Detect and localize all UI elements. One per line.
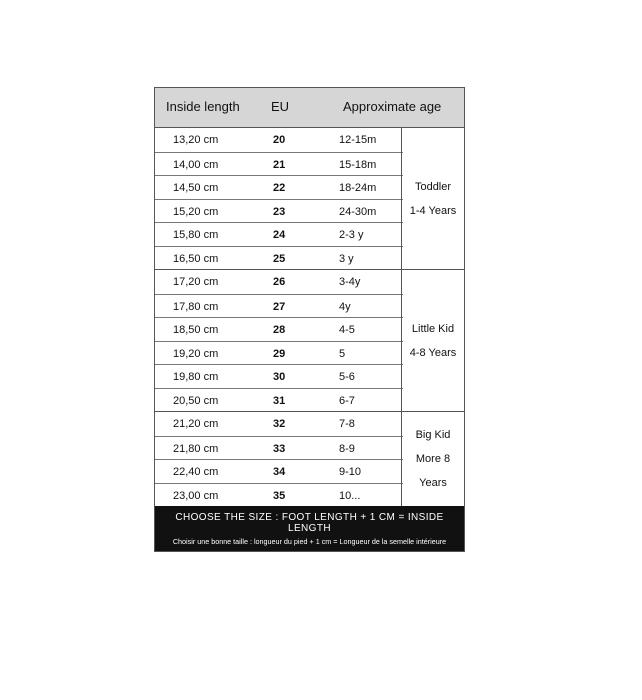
eu-size-cell: 32 — [273, 418, 286, 430]
age-group-label-line: Little Kid — [411, 322, 455, 335]
inside-length-cell: 22,40 cm — [173, 466, 219, 478]
table-row — [155, 412, 403, 436]
inside-length-cell: 14,50 cm — [173, 182, 219, 194]
eu-size-cell: 27 — [273, 300, 286, 313]
table-row — [155, 199, 403, 223]
table-row — [155, 270, 403, 294]
age-cell-value: 12-15m — [339, 134, 377, 146]
age-group-label-line: More 8 — [415, 453, 451, 465]
age-cell-value: 4-5 — [339, 324, 355, 336]
age-cell-value: 7-8 — [339, 418, 355, 430]
table-row — [155, 364, 403, 388]
inside-length-cell: 13,20 cm — [173, 134, 219, 146]
eu-size-cell: 31 — [273, 394, 286, 407]
eu-size-cell: 23 — [273, 205, 286, 218]
inside-length-cell: 18,50 cm — [173, 324, 219, 336]
age-cell-value: 2-3 y — [339, 229, 364, 241]
header-inside-length: Inside length — [166, 99, 240, 114]
eu-size-cell: 34 — [273, 466, 286, 478]
age-cell-value: 3-4y — [339, 276, 361, 288]
inside-length-cell: 17,80 cm — [173, 300, 219, 313]
inside-length-cell: 16,50 cm — [173, 252, 219, 265]
age-group-label — [401, 128, 464, 269]
table-row — [155, 128, 403, 152]
table-row — [155, 341, 403, 365]
header-approximate-age: Approximate age — [343, 99, 442, 114]
inside-length-cell: 21,20 cm — [173, 418, 219, 430]
table-row — [155, 222, 403, 246]
table-row — [155, 152, 403, 176]
table-row — [155, 459, 403, 483]
table-body — [155, 128, 464, 506]
table-row — [155, 246, 403, 270]
table-row — [155, 175, 403, 199]
eu-size-cell: 35 — [273, 489, 286, 502]
inside-length-cell: 20,50 cm — [173, 394, 219, 407]
table-row — [155, 317, 403, 341]
inside-length-cell: 23,00 cm — [173, 489, 219, 502]
age-cell-value: 8-9 — [339, 442, 355, 455]
eu-size-cell: 26 — [273, 276, 286, 288]
age-cell-value: 10... — [339, 489, 361, 502]
inside-length-cell: 19,80 cm — [173, 371, 219, 383]
eu-size-cell: 29 — [273, 347, 286, 360]
eu-size-cell: 33 — [273, 442, 286, 455]
inside-length-cell: 14,00 cm — [173, 158, 219, 171]
instruction-english: CHOOSE THE SIZE : FOOT LENGTH + 1 CM = INSIDE LENGTH — [175, 512, 444, 534]
table-row — [155, 294, 403, 318]
table-row — [155, 388, 403, 412]
age-cell-value: 5 — [339, 347, 346, 360]
age-group-label — [401, 270, 464, 411]
size-instructions — [155, 506, 464, 551]
age-group-label-line: 1-4 Years — [409, 204, 457, 217]
inside-length-cell: 19,20 cm — [173, 347, 219, 360]
inside-length-cell: 17,20 cm — [173, 276, 219, 288]
size-chart — [154, 87, 465, 552]
eu-size-cell: 24 — [273, 229, 286, 241]
inside-length-cell: 15,20 cm — [173, 205, 219, 218]
age-group — [155, 412, 464, 506]
age-group-label-line: 4-8 Years — [409, 346, 457, 359]
age-cell-value: 3 y — [339, 252, 354, 265]
age-cell-value: 4y — [339, 300, 351, 313]
table-header — [155, 88, 464, 128]
age-group — [155, 128, 464, 270]
age-cell-value: 5-6 — [339, 371, 355, 383]
age-cell-value: 18-24m — [339, 182, 377, 194]
inside-length-cell: 15,80 cm — [173, 229, 219, 241]
age-group — [155, 270, 464, 412]
inside-length-cell: 21,80 cm — [173, 442, 219, 455]
eu-size-cell: 20 — [273, 134, 286, 146]
table-row — [155, 483, 403, 507]
instruction-french: Choisir une bonne taille : longueur du pied + 1 cm = Longueur de la semelle intérieure — [172, 537, 447, 546]
header-eu: EU — [271, 99, 290, 114]
age-group-label-line: Years — [419, 477, 447, 489]
eu-size-cell: 22 — [273, 182, 286, 194]
age-cell-value: 6-7 — [339, 394, 355, 407]
age-group-label-line: Big Kid — [415, 429, 451, 441]
table-row — [155, 436, 403, 460]
age-cell-value: 15-18m — [339, 158, 377, 171]
age-cell-value: 24-30m — [339, 205, 377, 218]
eu-size-cell: 25 — [273, 252, 286, 265]
age-group-label-line: Toddler — [414, 180, 452, 193]
eu-size-cell: 30 — [273, 371, 286, 383]
eu-size-cell: 28 — [273, 324, 286, 336]
eu-size-cell: 21 — [273, 158, 286, 171]
age-group-label — [401, 412, 464, 506]
age-cell-value: 9-10 — [339, 466, 362, 478]
